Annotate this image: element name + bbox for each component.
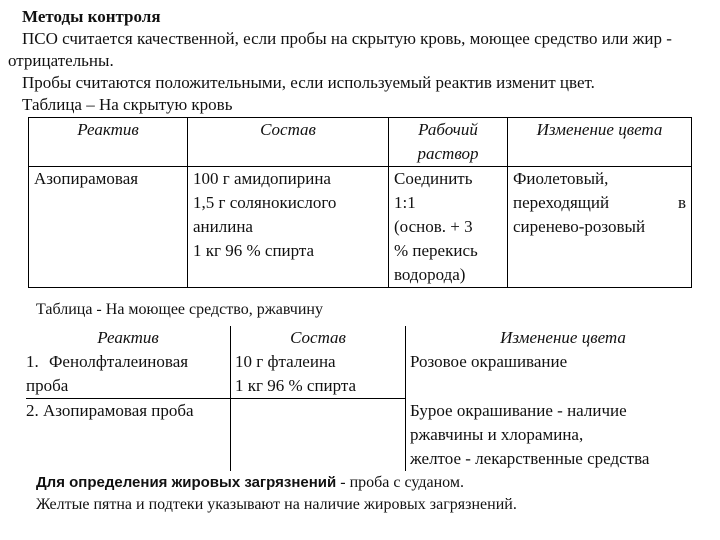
cell-composition xyxy=(231,399,406,471)
cell-reagent: 1. Фенолфталеиновая проба xyxy=(26,350,231,399)
cell-composition: 100 г амидопирина 1,5 г солянокислого анилина 1 кг 96 % спирта xyxy=(188,167,389,288)
header-color-change: Изменение цвета xyxy=(406,326,720,350)
table-row xyxy=(26,350,720,399)
header-solution: Рабочий раствор xyxy=(389,118,508,167)
intro-line-2: отрицательны. xyxy=(8,51,114,70)
blood-test-table xyxy=(28,117,692,288)
cell-reagent: 2. Азопирамовая проба xyxy=(26,401,194,420)
intro-line-3: Пробы считаются положительными, если используемый реактив изменит цвет. xyxy=(22,73,595,92)
table-row xyxy=(26,399,720,471)
intro-line-1: ПСО считается качественной, если пробы на скрытую кровь, моющее средство или жир - xyxy=(22,29,672,48)
table-header-row xyxy=(26,326,720,350)
cell-color-change: Розовое окрашивание xyxy=(406,350,720,399)
table2-caption: Таблица - На моющее средство, ржавчину xyxy=(36,301,323,318)
section-heading: Методы контроля xyxy=(22,7,161,26)
table-row xyxy=(29,167,692,288)
cell-reagent: Азопирамовая xyxy=(29,167,188,288)
footer-line-1: Для определения жировых загрязнений - проба с суданом. xyxy=(36,474,464,491)
header-color-change: Изменение цвета xyxy=(508,118,692,167)
cell-solution: Соединить 1:1 (основ. + 3 % перекись водорода) xyxy=(389,167,508,288)
table-header-row xyxy=(29,118,692,167)
footer-line-2: Желтые пятна и подтеки указывают на наличие жировых загрязнений. xyxy=(36,496,517,513)
header-composition: Состав xyxy=(188,118,389,167)
cell-color-change: Бурое окрашивание - наличие ржавчины и хлорамина, желтое - лекарственные средства xyxy=(406,399,720,471)
detergent-test-table xyxy=(26,326,720,471)
header-reagent: Реактив xyxy=(29,118,188,167)
table1-caption: Таблица – На скрытую кровь xyxy=(22,95,233,114)
cell-color-change: Фиолетовый, переходящий в сиренево-розовый xyxy=(508,167,692,288)
header-composition: Состав xyxy=(231,326,406,350)
header-reagent: Реактив xyxy=(97,328,159,347)
cell-composition: 10 г фталеина 1 кг 96 % спирта xyxy=(231,350,406,399)
